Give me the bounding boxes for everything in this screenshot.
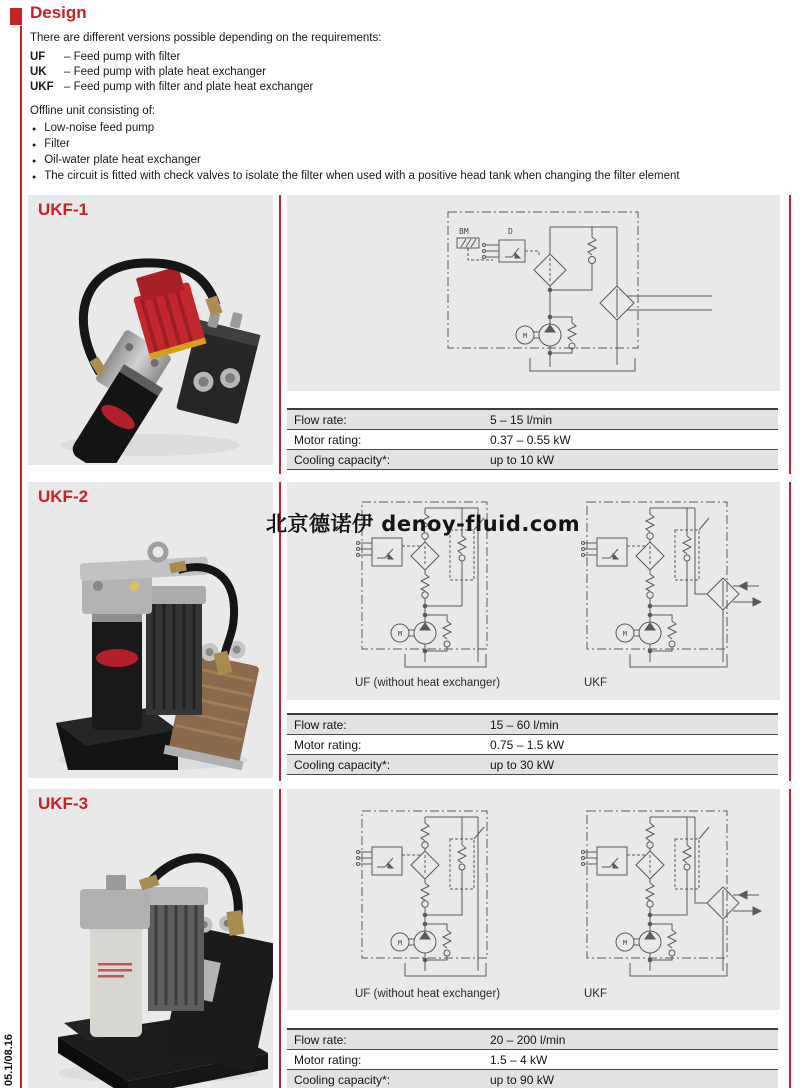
spec-label: Flow rate: <box>294 412 347 427</box>
divider-line <box>789 195 791 474</box>
eyebolt <box>150 544 166 560</box>
version-row <box>30 65 313 80</box>
spec-row <box>287 1070 778 1088</box>
section-title: UKF-2 <box>38 487 89 506</box>
diagram-label-d: D <box>508 227 513 236</box>
spec-value: up to 10 kW <box>490 452 555 467</box>
edition-code: 05.1/08.16 <box>3 1034 15 1086</box>
version-desc: – Feed pump with filter <box>64 51 181 63</box>
version-desc: – Feed pump with filter and plate heat exchanger <box>64 81 314 93</box>
diagram-panel-ukf-3 <box>287 789 780 1010</box>
list-item <box>30 121 680 137</box>
list-item <box>30 137 680 153</box>
spec-value: up to 30 kW <box>490 757 555 772</box>
hydraulic-diagram-uf <box>350 803 500 993</box>
product-photo-ukf-2 <box>28 508 273 778</box>
hydraulic-diagram-ukf <box>575 494 765 684</box>
offline-list <box>30 121 680 185</box>
spec-value: 1.5 – 4 kW <box>490 1052 548 1067</box>
section-ukf-1 <box>0 195 800 474</box>
diagram-caption-ukf: UKF <box>584 988 607 1000</box>
spec-label: Cooling capacity*: <box>294 757 391 772</box>
red-square-bullet <box>10 8 22 25</box>
spec-label: Cooling capacity*: <box>294 1072 391 1087</box>
section-title: UKF-1 <box>38 200 89 219</box>
spec-row <box>287 1050 778 1070</box>
spec-table-ukf-3 <box>287 1028 778 1088</box>
spec-value: 5 – 15 l/min <box>490 412 553 427</box>
spec-label: Motor rating: <box>294 737 362 752</box>
list-item-text: ● Filter <box>44 138 70 150</box>
divider-line <box>279 789 281 1088</box>
spec-label: Motor rating: <box>294 432 362 447</box>
spec-row <box>287 735 778 755</box>
version-desc: – Feed pump with plate heat exchanger <box>64 66 267 78</box>
motor-block <box>144 887 208 1011</box>
hydraulic-diagram-ukf <box>575 803 765 993</box>
spec-table-ukf-1 <box>287 408 778 470</box>
spec-table-ukf-2 <box>287 713 778 775</box>
list-item <box>30 169 680 185</box>
photo-panel-ukf-1 <box>28 195 273 465</box>
svg-text:M: M <box>397 939 403 947</box>
diagram-caption-uf: UF (without heat exchanger) <box>355 988 501 1000</box>
watermark: 北京德诺伊 denoy-fluid.com <box>266 512 581 536</box>
section-title: UKF-3 <box>38 794 89 813</box>
svg-text:M: M <box>622 939 628 947</box>
version-code: UKF <box>30 81 54 93</box>
photo-panel-ukf-3 <box>28 789 273 1088</box>
spec-value: 15 – 60 l/min <box>490 717 559 732</box>
photo-panel-ukf-2 <box>28 482 273 778</box>
divider-line <box>789 789 791 1088</box>
spec-row <box>287 450 778 470</box>
spec-label: Cooling capacity*: <box>294 452 391 467</box>
spec-value: 0.75 – 1.5 kW <box>490 737 565 752</box>
list-item-text: ● Oil-water plate heat exchanger <box>44 154 201 166</box>
list-item <box>30 153 680 169</box>
hydraulic-diagram-ukf1 <box>287 195 780 391</box>
filter-assembly <box>82 572 152 730</box>
spec-value: 20 – 200 l/min <box>490 1032 566 1047</box>
diagram-caption-ukf: UKF <box>584 677 607 689</box>
spec-row <box>287 755 778 775</box>
spec-row <box>287 1030 778 1050</box>
section-ukf-3 <box>0 789 800 1088</box>
list-item-text: ● Low-noise feed pump <box>44 122 155 134</box>
svg-text:M: M <box>622 630 628 638</box>
offline-title: Offline unit consisting of: <box>30 105 156 117</box>
filter-assembly <box>80 875 150 1037</box>
version-code: UF <box>30 51 46 63</box>
version-row <box>30 80 313 95</box>
spec-label: Flow rate: <box>294 1032 347 1047</box>
divider-line <box>279 195 281 474</box>
version-list <box>30 50 313 95</box>
spec-value: up to 90 kW <box>490 1072 555 1087</box>
spec-value: 0.37 – 0.55 kW <box>490 432 571 447</box>
version-row <box>30 50 313 65</box>
spec-label: Motor rating: <box>294 1052 362 1067</box>
page-title: Design <box>30 3 87 22</box>
spec-row <box>287 430 778 450</box>
spec-label: Flow rate: <box>294 717 347 732</box>
svg-text:M: M <box>397 630 403 638</box>
product-photo-ukf-1 <box>28 223 273 463</box>
spec-row <box>287 715 778 735</box>
version-code: UK <box>30 66 47 78</box>
intro-text: There are different versions possible depending on the requirements: <box>30 32 382 44</box>
diagram-caption-uf: UF (without heat exchanger) <box>355 677 501 689</box>
spec-row <box>287 410 778 430</box>
list-item-text: ● The circuit is fitted with check valves to isolate the filter when used with a positive head tank when changing the filter element <box>44 170 680 182</box>
divider-line <box>789 482 791 781</box>
diagram-label-motor: M <box>522 332 528 340</box>
diagram-panel-ukf-1 <box>287 195 780 391</box>
diagram-label-bm: BM <box>459 227 469 236</box>
product-photo-ukf-3 <box>28 815 273 1088</box>
